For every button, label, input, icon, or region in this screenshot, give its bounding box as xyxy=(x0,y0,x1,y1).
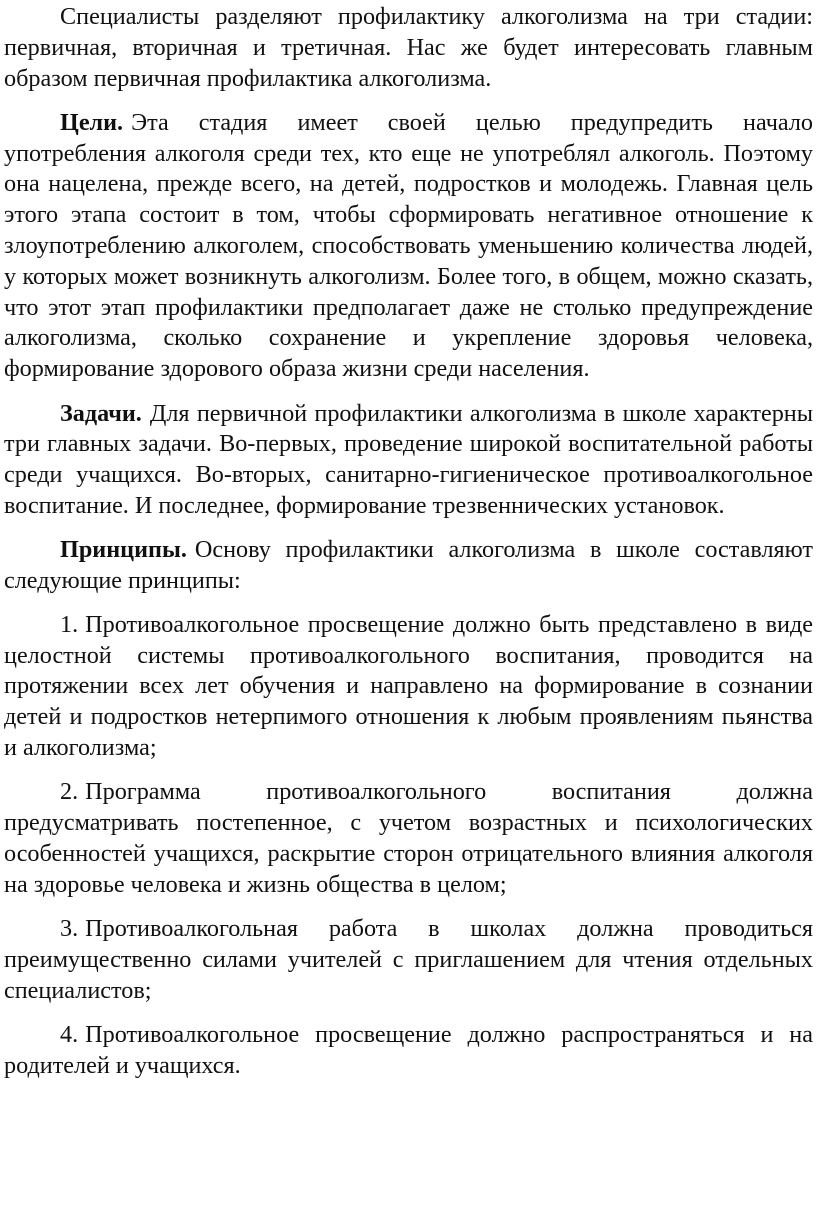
principle-text: Противоалкогольное просвещение должно быть представлено в виде целостной системы противоалкогольного воспитания, проводится на протяжении всех лет обучения и направлено на формирование в сознании детей и подростков нетерпимого отношения к любым проявлениям пьянства и алкоголизма; xyxy=(4,610,813,762)
tasks-label: Задачи. xyxy=(60,399,142,427)
principle-number: 4. xyxy=(60,1020,79,1048)
principle-text: Противоалкогольное просвещение должно распространяться и на родителей и учащихся. xyxy=(4,1020,813,1079)
principles-text: Основу профилактики алкоголизма в школе составляют следующие принципы: xyxy=(4,536,813,595)
principle-number: 3. xyxy=(60,915,79,943)
principles-paragraph xyxy=(4,535,813,597)
intro-paragraph: Специалисты разделяют профилактику алкоголизма на три стадии: первичная, вторичная и третичная. Нас же будет интересовать главным образом первичная профилактика алкоголизма. xyxy=(4,3,813,92)
goals-label: Цели. xyxy=(60,108,124,136)
principle-number: 2. xyxy=(60,778,79,806)
principle-item-2 xyxy=(4,777,813,900)
goals-paragraph xyxy=(4,108,813,385)
principles-label: Принципы. xyxy=(60,536,187,564)
principle-text: Программа противоалкогольного воспитания должна предусматривать постепенное, с учетом возрастных и психологических особенностей учащихся, раскрытие сторон отрицательного влияния алкоголя на здоровье человека и жизнь общества в целом; xyxy=(4,778,813,898)
principle-item-3 xyxy=(4,914,813,1006)
goals-text: Эта стадия имеет своей целью предупредить начало употребления алкоголя среди тех, кто еще не употреблял алкоголь. Поэтому она нацелена, прежде всего, на детей, подростков и молодежь. Главная цель этого этапа состоит в том, чтобы сформировать негативное отношение к злоупотреблению алкоголем, способствовать уменьшению количества людей, у которых может возникнуть алкоголизм. Более того, в общем, можно сказать, что этот этап профилактики предполагает даже не столько предупреждение алкоголизма, сколько сохранение и укрепление здоровья человека, формирование здорового образа жизни среди населения. xyxy=(4,108,813,383)
principle-number: 1. xyxy=(60,610,79,638)
tasks-paragraph xyxy=(4,399,813,522)
principle-item-1 xyxy=(4,610,813,764)
principle-item-4 xyxy=(4,1020,813,1082)
tasks-text: Для первичной профилактики алкоголизма в школе характерны три главных задачи. Во-первых, проведение широкой воспитательной работы среди учащихся. Во-вторых, санитарно-гигиеническое противоалкогольное воспитание. И последнее, формирование трезвеннических установок. xyxy=(4,399,813,519)
principle-text: Противоалкогольная работа в школах должна проводиться преимущественно силами учителей с приглашением для чтения отдельных специалистов; xyxy=(4,915,813,1004)
